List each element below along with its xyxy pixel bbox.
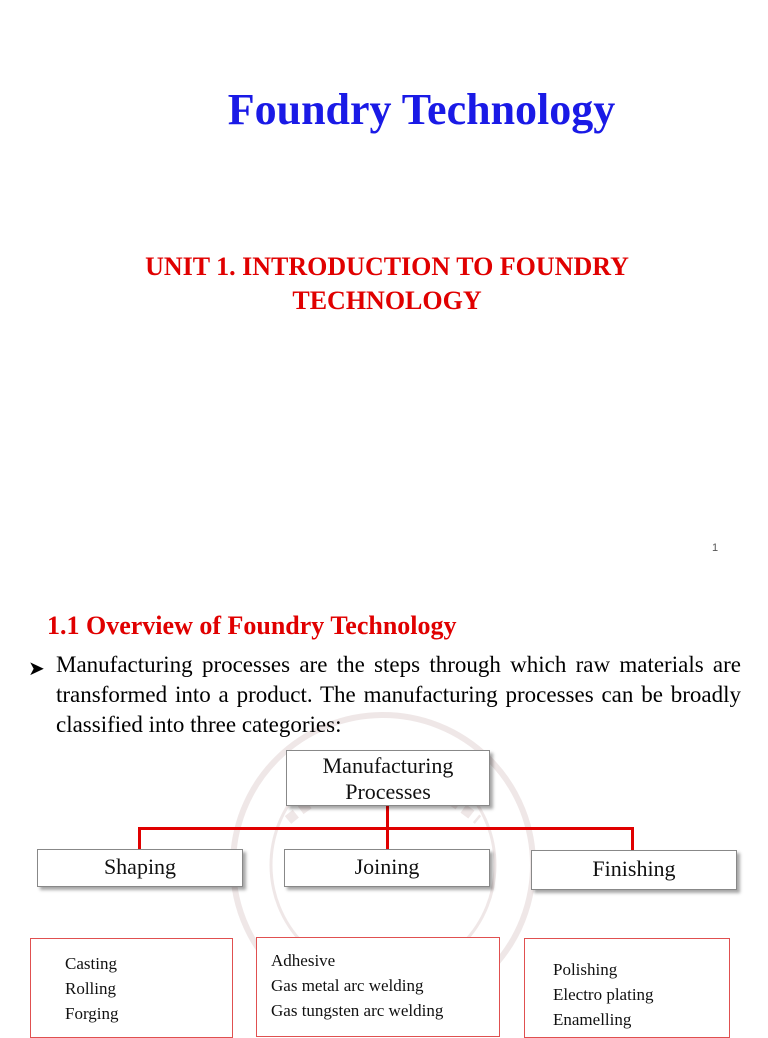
shaping-list xyxy=(30,938,233,1038)
bullet-paragraph: Manufacturing processes are the steps through which raw materials are transformed into a product. The manufacturing processes can be broadly classified into three categories: xyxy=(56,652,741,737)
shaping-box: Shaping xyxy=(37,849,243,887)
finishing-box: Finishing xyxy=(531,850,737,890)
connector-root-down xyxy=(386,806,389,828)
finishing-list xyxy=(524,938,730,1038)
list-item: Adhesive xyxy=(271,951,336,970)
list-item: Gas tungsten arc welding xyxy=(271,1001,444,1020)
root-line-2: Processes xyxy=(345,779,431,804)
list-item: Electro plating xyxy=(553,985,654,1004)
list-item: Casting xyxy=(65,954,117,973)
bullet-arrow-icon: ➤ xyxy=(28,658,45,680)
joining-list xyxy=(256,937,500,1037)
root-line-1: Manufacturing xyxy=(322,753,454,778)
page-title: Foundry Technology xyxy=(227,85,616,134)
connector-finishing xyxy=(631,827,634,850)
unit-heading: UNIT 1. INTRODUCTION TO FOUNDRY TECHNOLOGY xyxy=(145,252,629,315)
list-item: Gas metal arc welding xyxy=(271,976,424,995)
joining-box: Joining xyxy=(284,849,490,887)
list-item: Rolling xyxy=(65,979,117,998)
manufacturing-processes-box xyxy=(286,750,490,806)
list-item: Polishing xyxy=(553,960,618,979)
list-item: Enamelling xyxy=(553,1010,632,1029)
section-heading: 1.1 Overview of Foundry Technology xyxy=(47,611,457,640)
connector-joining xyxy=(386,827,389,849)
page-number: 1 xyxy=(712,542,719,554)
list-item: Forging xyxy=(65,1004,119,1023)
connector-shaping xyxy=(138,827,141,849)
